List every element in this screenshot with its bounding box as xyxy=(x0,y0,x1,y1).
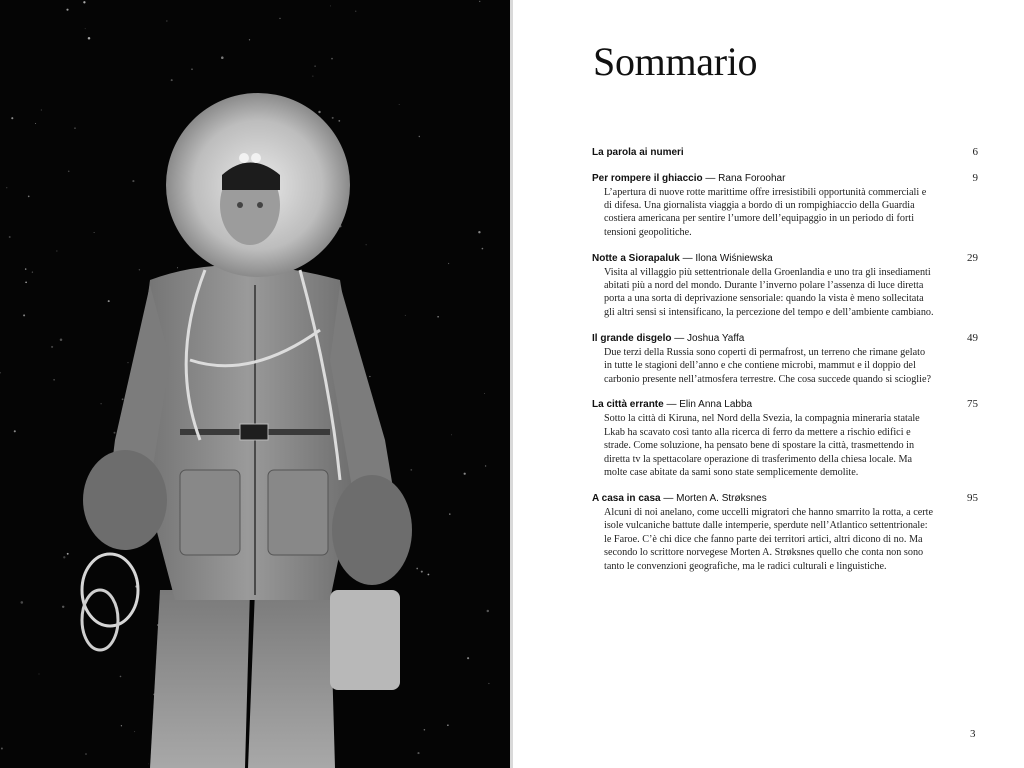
folio-page-number: 3 xyxy=(970,728,976,740)
entry-description: Due terzi della Russia sono coperti di permafrost, un terreno che rimane gelato in tutte le stagioni dell’anno e che contiene microbi, mammut e il doppio del carbonio presente nell’atmosfera terrestre. Che cosa succede quando si scioglie? xyxy=(604,346,931,385)
star xyxy=(35,123,36,124)
star xyxy=(134,731,135,732)
star xyxy=(318,111,320,113)
entry-author: Morten A. Strøksnes xyxy=(676,493,767,504)
mitten-right xyxy=(332,475,412,585)
star xyxy=(85,28,86,29)
star xyxy=(32,271,33,272)
entry-separator: — xyxy=(663,399,680,411)
star xyxy=(449,513,450,514)
star xyxy=(447,724,448,725)
star xyxy=(74,127,75,128)
entry-page-number: 75 xyxy=(967,398,978,411)
star xyxy=(191,68,193,70)
entry-heading xyxy=(592,398,978,411)
star xyxy=(166,21,167,22)
star xyxy=(51,346,53,348)
entry-page-number: 49 xyxy=(967,331,978,344)
entry-separator: — xyxy=(671,332,688,344)
trouser-right xyxy=(248,590,335,768)
star xyxy=(94,232,95,233)
star xyxy=(9,236,11,238)
eye-right xyxy=(257,202,263,208)
entry-page-number: 29 xyxy=(967,251,978,264)
star xyxy=(417,752,419,754)
star xyxy=(122,398,124,400)
entry-author: Ilona Wiśniewska xyxy=(695,252,773,264)
star xyxy=(221,56,224,59)
star xyxy=(14,430,16,432)
headlamp-right xyxy=(251,153,261,163)
page-title: Sommario xyxy=(593,39,758,84)
star xyxy=(148,763,149,764)
star xyxy=(410,469,412,471)
star xyxy=(0,372,1,374)
entry-author: Rana Foroohar xyxy=(718,172,786,184)
buckle xyxy=(240,424,268,440)
star xyxy=(484,393,485,394)
rope-coil-loop xyxy=(82,590,118,650)
star xyxy=(478,231,480,233)
entry-title: Il grande disgelo xyxy=(592,332,672,344)
star xyxy=(41,109,42,110)
star xyxy=(60,339,63,342)
star xyxy=(88,37,91,40)
star xyxy=(451,434,452,435)
star xyxy=(62,606,64,608)
star xyxy=(25,281,27,283)
star xyxy=(56,251,57,252)
star xyxy=(355,11,356,12)
entry-author: Joshua Yaffa xyxy=(687,332,745,344)
toc-entry[interactable] xyxy=(592,492,978,573)
star xyxy=(421,571,423,573)
toc-entry[interactable] xyxy=(592,252,978,320)
entry-description: Sotto la città di Kiruna, nel Nord della Svezia, la compagnia mineraria statale Lkab ha scavato così tanto alla ricerca di ferro da mettere a rischio edifici e strade. Come soluzione, ha pensato bene di spostare la città, trasmettendo in diretta tv la spettacolare operazione di trasferimento della chiesa locale. Ma molte case abitate da sami sono state semplicemente demolite. xyxy=(604,413,920,479)
entry-separator: — xyxy=(702,172,719,184)
star xyxy=(485,465,486,466)
toc-entry[interactable] xyxy=(592,146,978,159)
star xyxy=(120,676,122,678)
entry-author: Elin Anna Labba xyxy=(679,399,753,411)
table-of-contents xyxy=(592,146,978,586)
star xyxy=(83,1,85,3)
star xyxy=(437,316,439,318)
star xyxy=(100,403,101,404)
star xyxy=(279,18,280,19)
star xyxy=(21,601,24,604)
star xyxy=(108,300,110,302)
entry-heading xyxy=(592,492,978,505)
star xyxy=(177,267,178,268)
star xyxy=(332,117,334,119)
star xyxy=(488,683,489,684)
entry-heading xyxy=(592,146,978,159)
pocket-right xyxy=(268,470,328,555)
toc-entry[interactable] xyxy=(592,398,978,479)
entry-heading xyxy=(592,332,978,345)
star xyxy=(11,117,13,119)
star xyxy=(464,473,466,475)
entry-title: La parola ai numeri xyxy=(592,147,684,158)
star xyxy=(66,9,68,11)
star xyxy=(25,268,26,269)
bag xyxy=(330,590,400,690)
toc-entry[interactable] xyxy=(592,172,978,240)
star xyxy=(312,76,313,77)
star xyxy=(482,248,484,250)
star xyxy=(448,263,449,264)
star xyxy=(67,553,69,555)
star xyxy=(85,753,87,755)
star xyxy=(399,104,400,105)
star xyxy=(479,1,480,2)
toc-entry[interactable] xyxy=(592,332,978,386)
headlamp-left xyxy=(239,153,249,163)
pocket-left xyxy=(180,470,240,555)
photo-illustration xyxy=(0,0,510,768)
star xyxy=(139,269,140,270)
star xyxy=(467,657,469,659)
rope-coil xyxy=(82,554,138,626)
star xyxy=(68,170,70,172)
star xyxy=(39,674,40,675)
entry-page-number: 9 xyxy=(972,171,978,184)
star xyxy=(416,568,418,570)
star xyxy=(171,79,173,81)
entry-separator: — xyxy=(660,493,677,504)
star xyxy=(128,362,129,363)
star xyxy=(1,748,3,750)
star xyxy=(23,314,25,316)
star xyxy=(314,65,316,67)
star xyxy=(28,196,30,198)
entry-heading xyxy=(592,172,978,185)
star xyxy=(366,244,367,245)
star xyxy=(487,610,489,612)
star xyxy=(132,180,134,182)
contents-page xyxy=(513,0,1024,768)
entry-separator: — xyxy=(679,252,696,264)
entry-title: Per rompere il ghiaccio xyxy=(592,172,703,184)
star xyxy=(419,136,420,137)
star xyxy=(63,556,65,558)
star xyxy=(331,58,333,60)
star xyxy=(369,376,370,377)
star xyxy=(249,39,250,40)
entry-title: Notte a Siorapaluk xyxy=(592,252,680,264)
trouser-left xyxy=(150,590,250,768)
entry-description: Alcuni di noi anelano, come uccelli migratori che hanno smarrito la rotta, a certe isole vulcaniche battute dalle intemperie, sperdute nell’Atlantico settentrionale: le Faroe. C’è chi dice che fanno parte dei territori artici, altri dicono di no. Ma secondo lo scrittore norvegese Morten A. Strøksnes quello che conta non sono tanto le convenzioni geografiche, ma le radici culturali e linguistiche. xyxy=(604,507,933,572)
entry-page-number: 95 xyxy=(967,492,978,504)
entry-title: La città errante xyxy=(592,399,664,411)
star xyxy=(114,432,116,434)
star xyxy=(427,574,429,576)
entry-title: A casa in casa xyxy=(592,493,661,504)
mitten-left xyxy=(83,450,167,550)
star xyxy=(6,187,7,188)
entry-heading xyxy=(592,252,978,265)
star xyxy=(53,379,55,381)
eye-left xyxy=(237,202,243,208)
star xyxy=(121,725,122,726)
star xyxy=(338,120,340,122)
entry-description: L’apertura di nuove rotte marittime offre irresistibili opportunità commerciali e di difesa. Una giornalista viaggia a bordo di un rompighiaccio della Guardia costiera americana per sentire l’umore dell’equipaggio in un periodo di forti tensioni geopolitiche. xyxy=(604,186,927,238)
star xyxy=(424,729,426,731)
entry-page-number: 6 xyxy=(972,146,978,158)
entry-description: Visita al villaggio più settentrionale della Groenlandia e uno tra gli insediamenti abitati più a nord del mondo. Durante l’inverno polare l’assenza di luce diretta porta a una sorta di deprivazione sensoriale: quando la vista è meno sollecitata gli altri sensi si intensificano, la percezione del tempo e dell’ambiente cambiano. xyxy=(604,266,934,318)
star xyxy=(330,5,331,6)
cover-photo xyxy=(0,0,510,768)
star xyxy=(405,315,406,316)
